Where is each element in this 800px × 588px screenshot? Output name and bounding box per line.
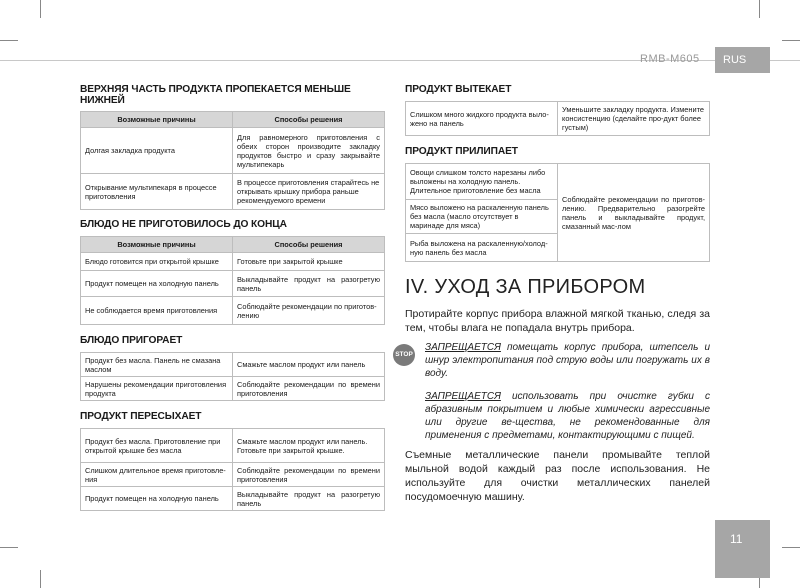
cause-cell: Мясо выложено на раскаленную панель без масла (масло отсутствует в маринаде для мяса) (406, 200, 558, 234)
table-row (81, 487, 385, 511)
solution-cell: Для равномерного приготовления с обеих сторон производите закладку продуктов быстро и сразу закрывайте мультипекарь (233, 128, 385, 174)
warning-rest: помещать корпус прибора, штепсель и шнур электропитания под струю воды или погружать их в воду. (425, 342, 710, 379)
table-row (81, 353, 385, 377)
column-header: Возможные причины (81, 112, 233, 128)
table-row (81, 174, 385, 210)
cause-cell: Не соблюдается время приготовления (81, 297, 233, 325)
table-row (81, 463, 385, 487)
model-label: RMB-M605 (640, 53, 700, 65)
table-row (81, 271, 385, 297)
crop-mark (0, 40, 18, 41)
troubleshooting-table (80, 352, 385, 401)
table-header-row (81, 112, 385, 128)
language-tab: RUS (715, 47, 770, 73)
page-number: 11 (715, 520, 770, 578)
solution-cell: Соблюдайте рекомендации по времени приготовления (233, 463, 385, 487)
column-header: Способы решения (233, 112, 385, 128)
troubleshooting-table (80, 428, 385, 511)
care-outro: Съемные металлические панели промывайте теплой мыльной водой каждый раз после использования. Не используйте для очистки металлических панелей посудомоечную машину. (405, 449, 710, 503)
warning-text (425, 390, 710, 442)
section-title: БЛЮДО ПРИГОРАЕТ (80, 335, 183, 346)
table-row (81, 377, 385, 401)
column-header: Возможные причины (81, 237, 233, 253)
table-row (81, 128, 385, 174)
solution-cell: Соблюдайте рекомендации по приготов-лению. Предварительно разогрейте панель и выкладывайте продукт, смазанный мас-лом (558, 164, 710, 262)
warning-lead: ЗАПРЕЩАЕТСЯ (425, 391, 501, 402)
cause-cell: Продукт помещен на холодную панель (81, 487, 233, 511)
warning-rest: использовать при очистке губки с абразивным покрытием и любые химически агрессивные или другие ве-щества, не рекомендованные для применения с предметами, контактирующими с пищей. (425, 391, 710, 441)
cause-cell: Продукт без масла. Панель не смазана маслом (81, 353, 233, 377)
solution-cell: Соблюдайте рекомендации по приготов-лению (233, 297, 385, 325)
right-column (395, 84, 710, 504)
cause-cell: Долгая закладка продукта (81, 128, 233, 174)
stop-icon: STOP (393, 344, 415, 366)
cause-cell: Слишком длительное время приготовле-ния (81, 463, 233, 487)
crop-mark (0, 547, 18, 548)
cause-cell: Продукт без масла. Приготовление при открытой крышке без масла (81, 429, 233, 463)
table-row (81, 253, 385, 271)
table-row (406, 102, 710, 136)
table-header-row (81, 237, 385, 253)
crop-mark (782, 40, 800, 41)
cause-cell: Нарушены рекомендации приготовления продукта (81, 377, 233, 401)
solution-cell: Выкладывайте продукт на разогретую панель (233, 271, 385, 297)
solution-cell: Выкладывайте продукт на разогретую панель (233, 487, 385, 511)
crop-mark (759, 0, 760, 18)
warning-text (425, 341, 710, 380)
table-row (406, 164, 710, 200)
solution-cell: Уменьшите закладку продукта. Измените консистенцию (сделайте про-дукт более густым) (558, 102, 710, 136)
care-intro: Протирайте корпус прибора влажной мягкой тканью, следя за тем, чтобы влага не попадала внутрь прибора. (405, 308, 710, 334)
cause-cell: Продукт помещен на холодную панель (81, 271, 233, 297)
troubleshooting-table (80, 236, 385, 325)
warning-lead: ЗАПРЕЩАЕТСЯ (425, 342, 501, 353)
crop-mark (40, 0, 41, 18)
solution-cell: Смажьте маслом продукт или панель. Готовьте при закрытой крышке. (233, 429, 385, 463)
table-row (81, 297, 385, 325)
table-row (81, 429, 385, 463)
solution-cell: Готовьте при закрытой крышке (233, 253, 385, 271)
crop-mark (782, 547, 800, 548)
section-title: БЛЮДО НЕ ПРИГОТОВИЛОСЬ ДО КОНЦА (80, 219, 287, 230)
cause-cell: Блюдо готовится при открытой крышке (81, 253, 233, 271)
solution-cell: Смажьте маслом продукт или панель (233, 353, 385, 377)
column-header: Способы решения (233, 237, 385, 253)
left-column (80, 84, 385, 511)
solution-cell: Соблюдайте рекомендации по времени приготовления (233, 377, 385, 401)
troubleshooting-table (405, 163, 710, 262)
care-section-title: IV. УХОД ЗА ПРИБОРОМ (405, 276, 646, 298)
section-title: ПРОДУКТ ПРИЛИПАЕТ (405, 146, 518, 157)
cause-cell: Рыба выложена на раскаленную/холод-ную панель без масла (406, 234, 558, 262)
troubleshooting-table (405, 101, 710, 136)
section-title: ПРОДУКТ ВЫТЕКАЕТ (405, 84, 512, 95)
section-title: ПРОДУКТ ПЕРЕСЫХАЕТ (80, 411, 202, 422)
solution-cell: В процессе приготовления старайтесь не открывать крышку прибора раньше рекомендуемого времени (233, 174, 385, 210)
cause-cell: Открывание мультипекаря в процессе приготовления (81, 174, 233, 210)
cause-cell: Слишком много жидкого продукта выло-жено на панель (406, 102, 558, 136)
section-title: ВЕРХНЯЯ ЧАСТЬ ПРОДУКТА ПРОПЕКАЕТСЯ МЕНЬШЕ НИЖНЕЙ (80, 84, 351, 106)
troubleshooting-table (80, 111, 385, 210)
warning-block (395, 341, 710, 442)
crop-mark (40, 570, 41, 588)
cause-cell: Овощи слишком толсто нарезаны либо выложены на холодную панель. Длительное приготовление без масла (406, 164, 558, 200)
